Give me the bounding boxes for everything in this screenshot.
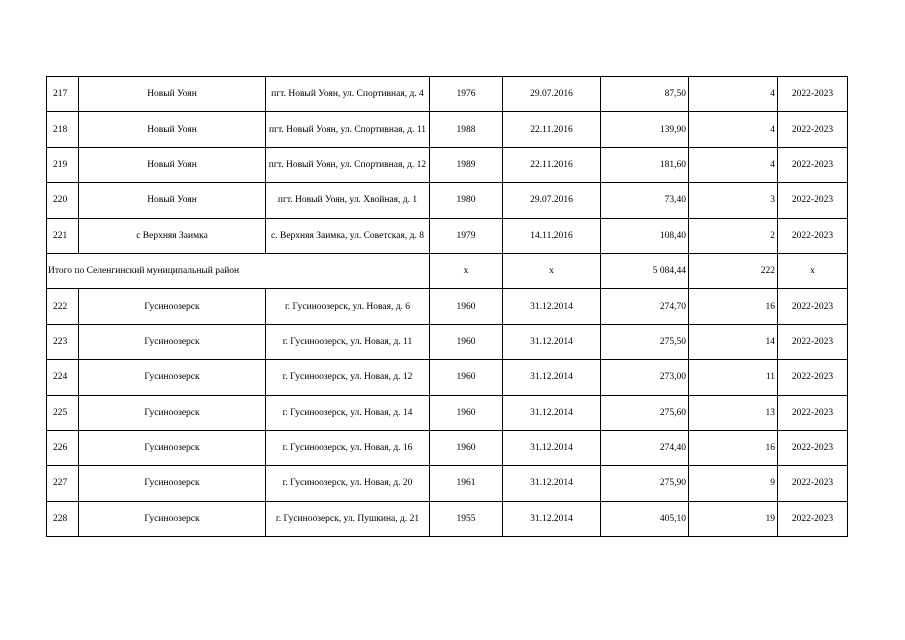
count-cell: 2 xyxy=(689,218,778,253)
period-cell: 2022-2023 xyxy=(778,501,848,536)
count-cell: 11 xyxy=(689,360,778,395)
locality-cell: Новый Уоян xyxy=(79,147,266,182)
count-cell: 19 xyxy=(689,501,778,536)
table-row xyxy=(47,147,848,182)
area-cell: 275,90 xyxy=(601,466,689,501)
period-cell: 2022-2023 xyxy=(778,77,848,112)
locality-cell: Гусиноозерск xyxy=(79,395,266,430)
year-cell: 1961 xyxy=(430,466,503,501)
count-cell: 4 xyxy=(689,112,778,147)
table-row xyxy=(47,466,848,501)
total-date-cell: x xyxy=(503,253,601,288)
date-cell: 31.12.2014 xyxy=(503,360,601,395)
count-cell: 4 xyxy=(689,77,778,112)
address-cell: г. Гусиноозерск, ул. Новая, д. 11 xyxy=(266,324,430,359)
year-cell: 1955 xyxy=(430,501,503,536)
count-cell: 13 xyxy=(689,395,778,430)
registry-table xyxy=(46,76,848,537)
area-cell: 405,10 xyxy=(601,501,689,536)
area-cell: 274,40 xyxy=(601,430,689,465)
period-cell: 2022-2023 xyxy=(778,466,848,501)
row-number: 224 xyxy=(47,360,79,395)
table-row xyxy=(47,324,848,359)
locality-cell: Новый Уоян xyxy=(79,77,266,112)
address-cell: г. Гусиноозерск, ул. Новая, д. 12 xyxy=(266,360,430,395)
year-cell: 1989 xyxy=(430,147,503,182)
area-cell: 139,90 xyxy=(601,112,689,147)
area-cell: 108,40 xyxy=(601,218,689,253)
period-cell: 2022-2023 xyxy=(778,218,848,253)
year-cell: 1960 xyxy=(430,430,503,465)
count-cell: 4 xyxy=(689,147,778,182)
row-number: 227 xyxy=(47,466,79,501)
period-cell: 2022-2023 xyxy=(778,147,848,182)
year-cell: 1988 xyxy=(430,112,503,147)
row-number: 226 xyxy=(47,430,79,465)
period-cell: 2022-2023 xyxy=(778,360,848,395)
year-cell: 1960 xyxy=(430,324,503,359)
area-cell: 275,60 xyxy=(601,395,689,430)
row-number: 221 xyxy=(47,218,79,253)
address-cell: пгт. Новый Уоян, ул. Спортивная, д. 4 xyxy=(266,77,430,112)
year-cell: 1960 xyxy=(430,289,503,324)
count-cell: 9 xyxy=(689,466,778,501)
row-number: 217 xyxy=(47,77,79,112)
area-cell: 73,40 xyxy=(601,183,689,218)
count-cell: 3 xyxy=(689,183,778,218)
row-number: 222 xyxy=(47,289,79,324)
address-cell: пгт. Новый Уоян, ул. Спортивная, д. 12 xyxy=(266,147,430,182)
locality-cell: Гусиноозерск xyxy=(79,430,266,465)
date-cell: 29.07.2016 xyxy=(503,183,601,218)
period-cell: 2022-2023 xyxy=(778,430,848,465)
date-cell: 31.12.2014 xyxy=(503,289,601,324)
address-cell: с. Верхняя Заимка, ул. Советская, д. 8 xyxy=(266,218,430,253)
date-cell: 31.12.2014 xyxy=(503,430,601,465)
address-cell: г. Гусиноозерск, ул. Новая, д. 6 xyxy=(266,289,430,324)
area-cell: 275,50 xyxy=(601,324,689,359)
address-cell: пгт. Новый Уоян, ул. Спортивная, д. 11 xyxy=(266,112,430,147)
year-cell: 1980 xyxy=(430,183,503,218)
date-cell: 31.12.2014 xyxy=(503,324,601,359)
table-row xyxy=(47,289,848,324)
date-cell: 31.12.2014 xyxy=(503,395,601,430)
date-cell: 22.11.2016 xyxy=(503,147,601,182)
table-row xyxy=(47,360,848,395)
table-row xyxy=(47,77,848,112)
count-cell: 14 xyxy=(689,324,778,359)
date-cell: 22.11.2016 xyxy=(503,112,601,147)
year-cell: 1976 xyxy=(430,77,503,112)
count-cell: 16 xyxy=(689,430,778,465)
total-area-cell: 5 084,44 xyxy=(601,253,689,288)
table-row xyxy=(47,501,848,536)
total-row xyxy=(47,253,848,288)
period-cell: 2022-2023 xyxy=(778,183,848,218)
table-row xyxy=(47,112,848,147)
total-label: Итого по Селенгинский муниципальный район xyxy=(47,253,430,288)
year-cell: 1979 xyxy=(430,218,503,253)
row-number: 223 xyxy=(47,324,79,359)
count-cell: 16 xyxy=(689,289,778,324)
total-count-cell: 222 xyxy=(689,253,778,288)
locality-cell: Новый Уоян xyxy=(79,183,266,218)
address-cell: г. Гусиноозерск, ул. Новая, д. 14 xyxy=(266,395,430,430)
year-cell: 1960 xyxy=(430,395,503,430)
locality-cell: Гусиноозерск xyxy=(79,324,266,359)
date-cell: 31.12.2014 xyxy=(503,501,601,536)
address-cell: г. Гусиноозерск, ул. Новая, д. 16 xyxy=(266,430,430,465)
date-cell: 31.12.2014 xyxy=(503,466,601,501)
locality-cell: Гусиноозерск xyxy=(79,501,266,536)
address-cell: г. Гусиноозерск, ул. Пушкина, д. 21 xyxy=(266,501,430,536)
locality-cell: Гусиноозерск xyxy=(79,289,266,324)
table-row xyxy=(47,183,848,218)
period-cell: 2022-2023 xyxy=(778,395,848,430)
row-number: 219 xyxy=(47,147,79,182)
locality-cell: Новый Уоян xyxy=(79,112,266,147)
date-cell: 29.07.2016 xyxy=(503,77,601,112)
row-number: 225 xyxy=(47,395,79,430)
address-cell: г. Гусиноозерск, ул. Новая, д. 20 xyxy=(266,466,430,501)
period-cell: 2022-2023 xyxy=(778,112,848,147)
area-cell: 273,00 xyxy=(601,360,689,395)
row-number: 220 xyxy=(47,183,79,218)
locality-cell: Гусиноозерск xyxy=(79,360,266,395)
total-period-cell: x xyxy=(778,253,848,288)
locality-cell: с Верхняя Заимка xyxy=(79,218,266,253)
area-cell: 274,70 xyxy=(601,289,689,324)
row-number: 218 xyxy=(47,112,79,147)
table-row xyxy=(47,395,848,430)
area-cell: 181,60 xyxy=(601,147,689,182)
date-cell: 14.11.2016 xyxy=(503,218,601,253)
period-cell: 2022-2023 xyxy=(778,324,848,359)
table-row xyxy=(47,430,848,465)
table-row xyxy=(47,218,848,253)
locality-cell: Гусиноозерск xyxy=(79,466,266,501)
total-year-cell: x xyxy=(430,253,503,288)
area-cell: 87,50 xyxy=(601,77,689,112)
address-cell: пгт. Новый Уоян, ул. Хвойная, д. 1 xyxy=(266,183,430,218)
year-cell: 1960 xyxy=(430,360,503,395)
row-number: 228 xyxy=(47,501,79,536)
period-cell: 2022-2023 xyxy=(778,289,848,324)
